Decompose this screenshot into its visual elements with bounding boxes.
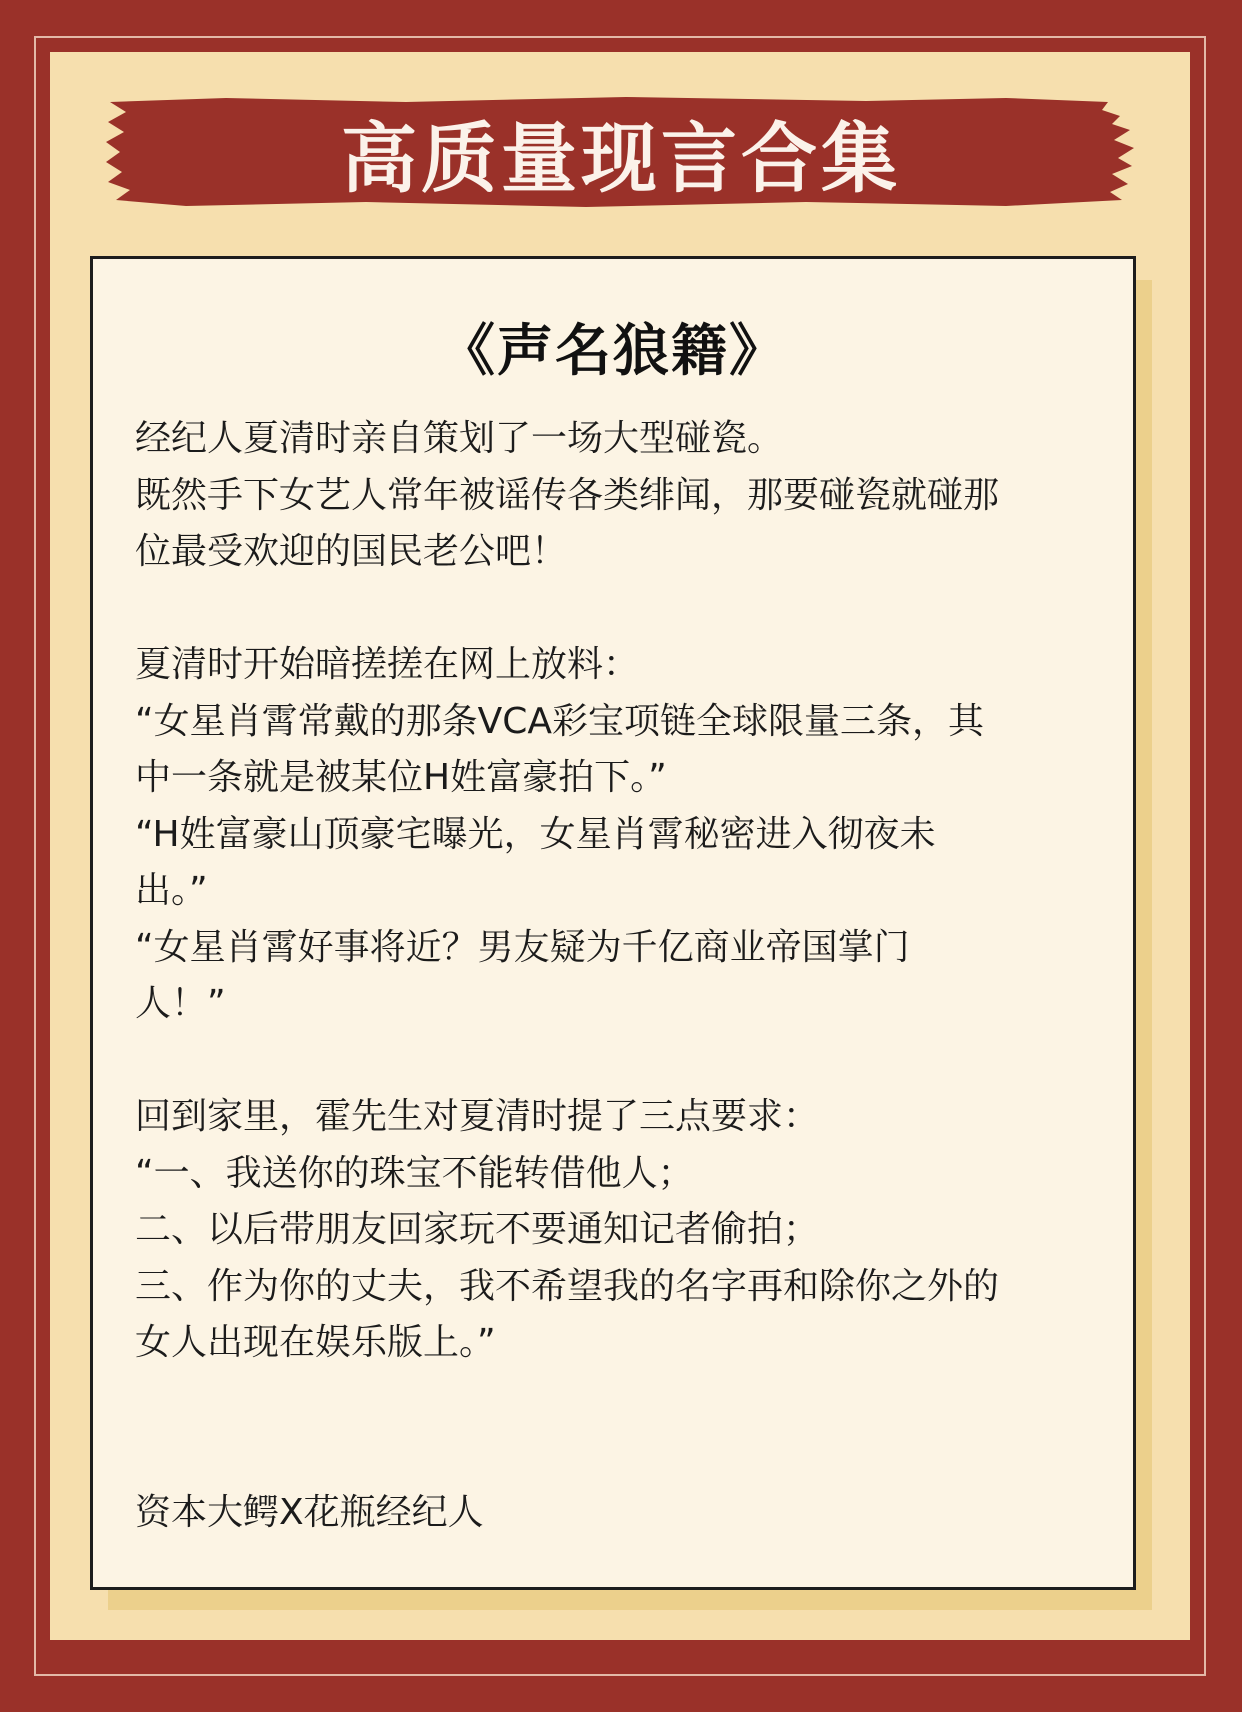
text-line: 既然手下女艺人常年被谣传各类绯闻，那要碰瓷就碰那 [135, 474, 1000, 516]
text-line: 夏清时开始暗搓搓在网上放料： [135, 644, 640, 685]
text-line: 出。” [135, 870, 208, 911]
banner-title: 高质量现言合集 [341, 113, 901, 203]
text-line: 三、作为你的丈夫，我不希望我的名字再和除你之外的 [135, 1265, 1000, 1307]
synopsis-text [135, 411, 1105, 1541]
book-title: 《声名狼籍》 [439, 319, 787, 384]
text-line: “女星肖霄好事将近？男友疑为千亿商业帝国掌门 [135, 926, 910, 968]
text-line: 女人出现在娱乐版上。” [135, 1322, 496, 1363]
text-line: 经纪人夏清时亲自策划了一场大型碰瓷。 [135, 418, 784, 459]
tags-line: 资本大鳄X花瓶经纪人 [135, 1491, 484, 1533]
text-line: 回到家里，霍先生对夏清时提了三点要求： [135, 1096, 820, 1137]
title-banner [106, 96, 1136, 208]
paragraph-gap [135, 1372, 1105, 1485]
text-line: “H姓富豪山顶豪宅曝光，女星肖霄秘密进入彻夜未 [135, 813, 936, 855]
text-line: 位最受欢迎的国民老公吧！ [135, 531, 568, 572]
text-line: 人！” [135, 983, 226, 1024]
text-line: “一、我送你的珠宝不能转借他人； [135, 1152, 694, 1194]
text-line: “女星肖霄常戴的那条VCA彩宝项链全球限量三条，其 [135, 700, 985, 742]
text-line: 中一条就是被某位H姓富豪拍下。” [135, 757, 667, 798]
paragraph-gap [135, 1033, 1105, 1090]
text-line: 二、以后带朋友回家玩不要通知记者偷拍； [135, 1209, 820, 1250]
synopsis-card [90, 256, 1136, 1590]
paragraph-gap [135, 581, 1105, 638]
